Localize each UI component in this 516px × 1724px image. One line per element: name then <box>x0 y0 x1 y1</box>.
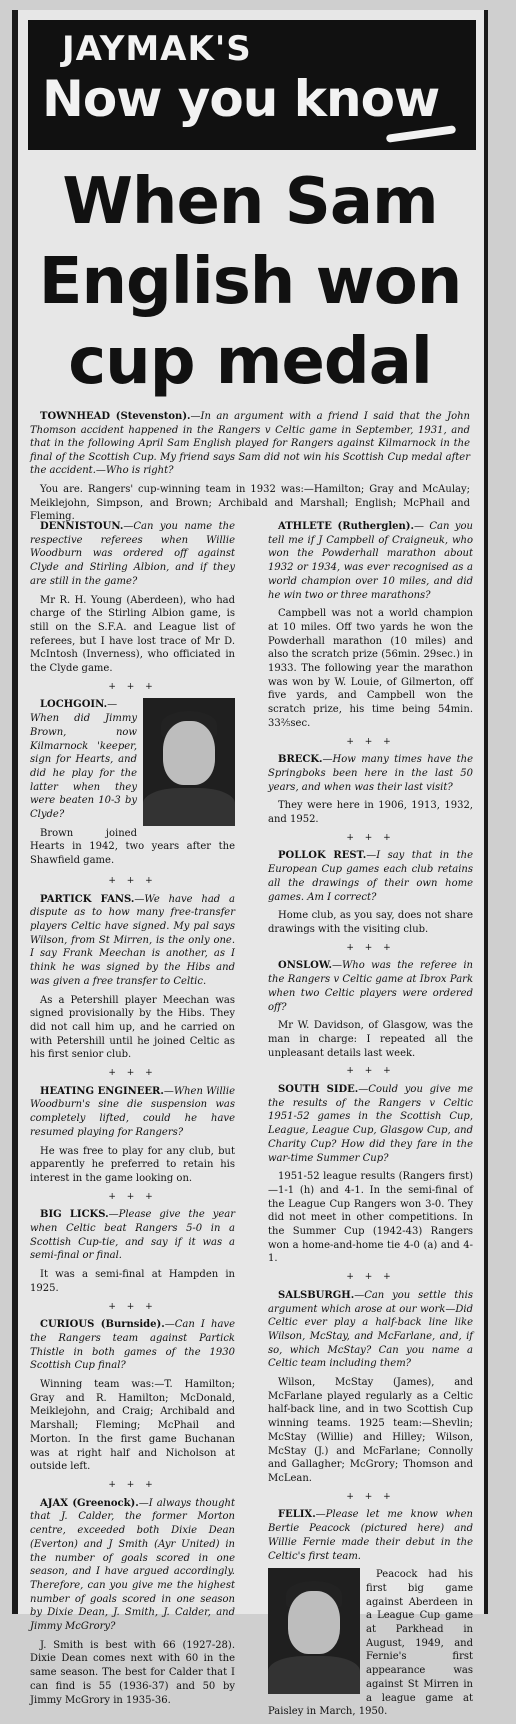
divider: + + + <box>346 942 395 953</box>
photo-shoulders <box>143 788 235 826</box>
qa-item <box>268 849 473 936</box>
question-text: —Can you settle this argument which arose at our work—Did Celtic ever play a half-back line like Wilson, McStay, and McFarlane, and, if so, which McStay? Can you name a Celtic team including them? <box>268 1289 473 1370</box>
question-tag: BIG LICKS. <box>40 1209 109 1221</box>
question <box>268 959 473 1014</box>
answer: Peacock had his first big game against Aberdeen in a League Cup game at Parkhead in August, 1949, and Fernie's first appearance was against St Mirren in a league game at Paisley in March, 1950. <box>268 1569 473 1718</box>
question <box>268 520 473 602</box>
question <box>30 1208 235 1263</box>
divider: + + + <box>108 1301 157 1312</box>
qa-item <box>268 520 473 731</box>
divider: + + + <box>346 1066 395 1077</box>
question-text: —I say that in the European Cup games each club retains all the drawings of their own home games. Am I correct? <box>268 850 473 903</box>
question-tag: PARTICK FANS. <box>40 893 135 905</box>
answer: Winning team was:—T. Hamilton; Gray and R. Hamilton; McDonald, Meiklejohn, and Craig; Archibald and Marshall; Fleming; McPhail and Morton. In the first game Buchanan was at right half and Nicholson at outside left. <box>30 1379 235 1473</box>
left-column <box>30 520 235 1712</box>
divider: + + + <box>108 681 157 692</box>
answer: As a Petershill player Meechan was signed provisionally by the Hibs. They did not call him up, and he carried on with Petershill until he joined Celtic as his first senior club. <box>30 994 235 1061</box>
headline-line-2: English won <box>38 245 462 319</box>
answer: Mr W. Davidson, of Glasgow, was the man in charge: I repeated all the unpleasant details last week. <box>268 1020 473 1059</box>
headline-line-3: cup medal <box>68 325 432 399</box>
question-text: —Can you name the respective referees when Willie Woodburn was ordered off against Clyde and Stirling Albion, and if they are still in the game? <box>30 521 235 587</box>
question-tag: ONSLOW. <box>278 960 332 972</box>
qa-item <box>268 753 473 827</box>
question <box>30 893 235 989</box>
answer: They were here in 1906, 1913, 1932, and 1952. <box>268 800 473 826</box>
divider: + + + <box>346 1272 395 1283</box>
jimmy-brown-photo <box>143 698 235 826</box>
question-tag: AJAX (Greenock). <box>40 1497 139 1509</box>
question-text: —Can I have the Rangers team against Partick Thistle in both games of the 1930 Scottish Cup final? <box>30 1319 235 1372</box>
photo-shoulders <box>268 1656 360 1694</box>
answer: Wilson, McStay (James), and McFarlane played regularly as a Celtic half-back line, and in two Scottish Cup winning teams. 1925 team:—Shevlin; McStay (Willie) and Hilley; Wilson, McStay (J.) and McFarlane; Connolly and Gallagher; McGrory; Thomson and McLean. <box>268 1377 473 1484</box>
question-text: —Please let me know when Bertie Peacock (pictured here) and Willie Fernie made their debut in the Celtic's first team. <box>268 1509 473 1562</box>
intro-tag: TOWNHEAD (Stevenston). <box>40 411 191 422</box>
right-column <box>268 520 473 1724</box>
question-text: — Can you tell me if J Campbell of Craigneuk, who won the Powderhall marathon about 1932 or 1934, was ever recognised as a world champion over 10 miles, and did he win two or three marathons? <box>268 521 473 601</box>
qa-item <box>268 1508 473 1724</box>
intro-answer: You are. Rangers' cup-winning team in 1932 was:—Hamilton; Gray and McAulay; Meiklejohn, Simpson, and Brown; Archibald and Marshall; English; McPhail and Fleming. <box>30 483 470 523</box>
qa-item <box>30 1085 235 1186</box>
answer: Home club, as you say, does not share drawings with the visiting club. <box>268 910 473 935</box>
banner-title: Now you know <box>42 70 440 128</box>
intro-item <box>30 410 470 529</box>
question-tag: POLLOK REST. <box>278 850 367 862</box>
divider: + + + <box>108 1480 157 1490</box>
question <box>30 1497 235 1634</box>
qa-item <box>268 959 473 1060</box>
divider: + + + <box>108 875 157 886</box>
question-text: —Could you give me the results of the Rangers v Celtic 1951-52 games in the Scottish Cup, League, League Cup, Glasgow Cup, and Charity Cup? How did they fare in the war-time Summer Cup? <box>268 1084 473 1164</box>
answer: Mr R. H. Young (Aberdeen), who had charge of the Stirling Albion game, is still on the S.F.A. and League list of referees, but I have lost trace of Mr D. McIntosh (Inverness), who officiated in the Clyde game. <box>30 594 235 675</box>
question <box>268 1289 473 1371</box>
divider: + + + <box>346 1491 395 1502</box>
answer: It was a semi-final at Hampden in 1925. <box>30 1269 235 1294</box>
banner-brand: JAYMAK'S <box>62 29 252 69</box>
question-tag: DENNISTOUN. <box>40 521 124 532</box>
question <box>268 1508 473 1563</box>
divider: + + + <box>108 1068 157 1079</box>
qa-item <box>30 698 235 872</box>
intro-question <box>30 410 470 478</box>
question-tag: CURIOUS (Burnside). <box>40 1319 165 1331</box>
divider: + + + <box>346 832 395 843</box>
bertie-peacock-photo <box>268 1568 360 1694</box>
column-banner <box>28 20 476 150</box>
answer: Campbell was not a world champion at 10 miles. Off two yards he won the Powderhall marathon (10 miles) and also the scratch prize (56min. 29sec.) in 1933. The following year the marathon was won by W. Louie, of Gilmerton, off five yards, and Campbell won the scratch prize, his time being 54min. 33⅖sec. <box>268 608 473 729</box>
qa-item <box>30 1318 235 1474</box>
photo-face <box>163 721 215 785</box>
divider: + + + <box>346 736 395 747</box>
question-tag: FELIX. <box>278 1509 316 1521</box>
question-text: —How many times have the Springboks been here in the last 50 years, and when was their last visit? <box>268 754 473 793</box>
question-text: —When Willie Woodburn's sine die suspension was completely lifted, could he have resumed playing for Rangers? <box>30 1085 235 1138</box>
question <box>268 753 473 794</box>
headline <box>20 162 480 402</box>
question-text: —We have had a dispute as to how many free-transfer players Celtic have signed. My pal says Wilson, from St Mirren, is the only one. I say Frank Meechan is another, as I think he was signed by the Hibs and was given a free transfer to Celtic. <box>30 893 235 987</box>
question-tag: BRECK. <box>278 754 323 766</box>
question <box>30 1085 235 1140</box>
question-tag: SALSBURGH. <box>278 1289 355 1301</box>
answer: He was free to play for any club, but apparently he preferred to retain his interest in the game looking on. <box>30 1145 235 1184</box>
question-tag: ATHLETE (Rutherglen). <box>278 521 414 532</box>
question-text: —Please give the year when Celtic beat Rangers 5-0 in a Scottish Cup-tie, and say if it was a semi-final or final. <box>30 1209 236 1262</box>
answer: J. Smith is best with 66 (1927-28). Dixie Dean comes next with 60 in the same season. The best for Calder that I can find is 55 (1936-37) and 50 by Jimmy McGrory in 1935-36. <box>30 1639 235 1706</box>
question-tag: SOUTH SIDE. <box>278 1084 359 1096</box>
intro-question-text: —In an argument with a friend I said that the John Thomson accident happened in the Rangers v Celtic game in September, 1931, and that in the following April Sam English played for Rangers against Kilmarnock in the final of the Scottish Cup. My friend says Sam did not win his Scottish Cup medal after the accident.—Who is right? <box>30 411 470 477</box>
divider: + + + <box>108 1191 157 1202</box>
photo-face <box>288 1591 340 1654</box>
qa-item <box>268 1289 473 1486</box>
question <box>268 1083 473 1165</box>
answer: 1951-52 league results (Rangers first)—1-1 (h) and 4-1. In the semi-final of the League Cup Rangers won 3-0. They did not meet in other competitions. In the Summer Cup (1942-43) Rangers won a home-and-home tie 4-0 (a) and 4-1. <box>268 1171 473 1265</box>
answer: Brown joined Hearts in 1942, two years after the Shawfield game. <box>30 827 235 867</box>
question-tag: HEATING ENGINEER. <box>40 1085 164 1097</box>
qa-item <box>30 1208 235 1295</box>
qa-item <box>268 1083 473 1266</box>
question <box>268 849 473 904</box>
question-text: —When did Jimmy Brown, now Kilmarnock 'keeper, sign for Hearts, and did he play for the latter when they were beaten 10-3 by Clyde? <box>30 699 137 821</box>
question-text: —I always thought that J. Calder, the former Morton centre, exceeded both Dixie Dean (Everton) and J Smith (Ayr United) in the number of goals scored in one season, and I have argued accordingly. Therefore, can you give me the highest number of goals scored in one season by Dixie Dean, J. Smith, J. Calder, and Jimmy McGrory? <box>30 1497 235 1633</box>
qa-item <box>30 520 235 676</box>
qa-item <box>30 893 235 1062</box>
question <box>30 520 235 589</box>
question <box>30 1318 235 1373</box>
headline-line-1: When Sam <box>62 165 438 239</box>
question-text: —Who was the referee in the Rangers v Celtic game at Ibrox Park when two Celtic players were ordered off? <box>268 960 473 1013</box>
question-tag: LOCHGOIN. <box>40 699 108 711</box>
qa-item <box>30 1497 235 1708</box>
